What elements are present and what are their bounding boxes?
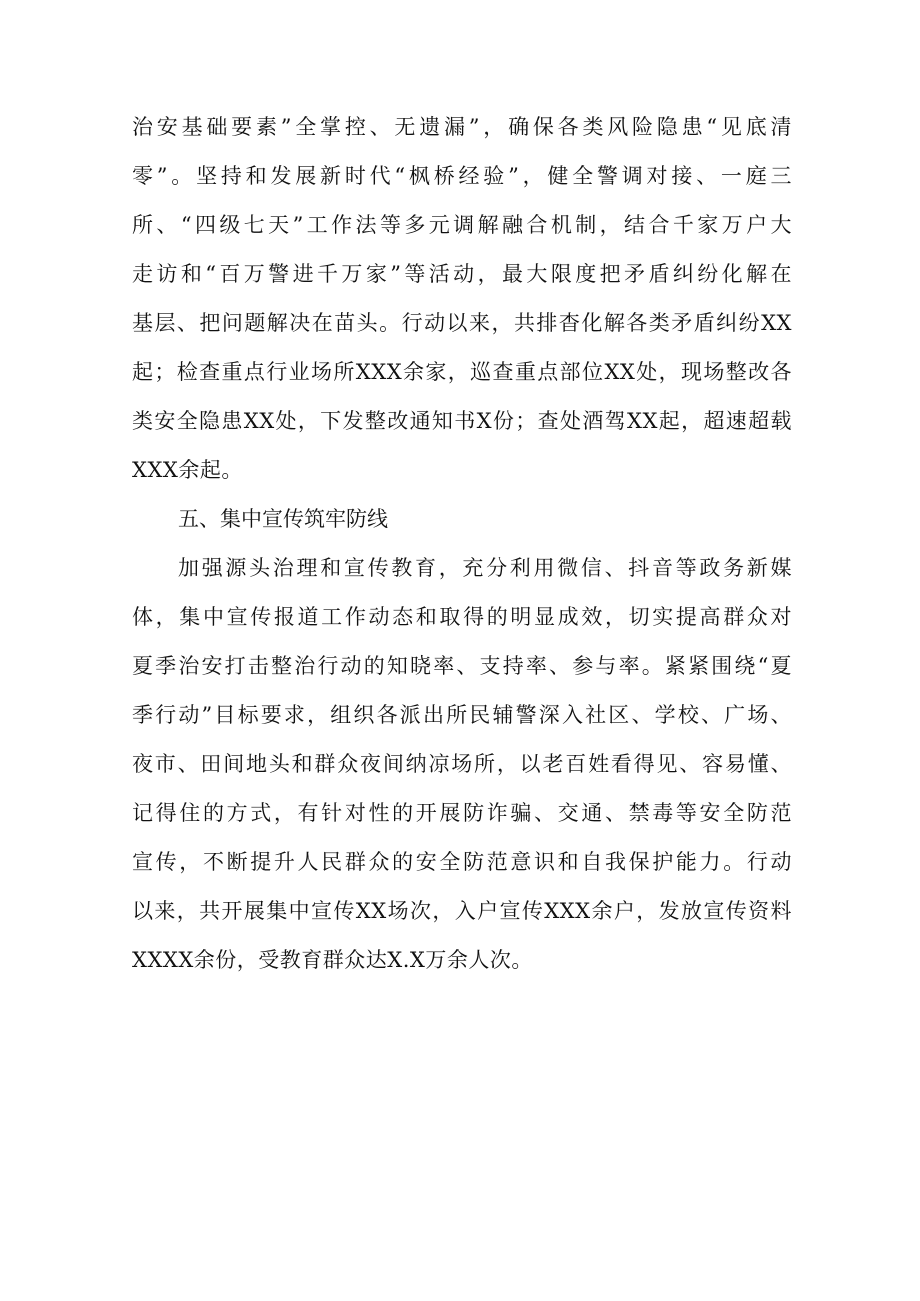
section-5-line-7: 宣传，不断提升人民群众的安全防范意识和自我保护能力。行动 [132, 850, 792, 874]
paragraph-1-line-5: 基层、把问题解决在苗头。行动以来，共排杳化解各类矛盾纠纷XX [132, 311, 792, 335]
section-5-line-3: 夏季治安打击整治行动的知晓率、支持率、参与率。紧紧围绕“夏 [132, 654, 792, 678]
paragraph-1-line-6: 起；检查重点行业场所XXX余家，巡查重点部位XX处，现场整改各 [132, 360, 792, 384]
paragraph-1-line-8: XXX余起。 [132, 458, 243, 482]
section-5-line-8: 以来，共开展集中宣传XX场次，入户宣传XXX余户，发放宣传资料 [132, 899, 792, 923]
paragraph-1-line-2: 零”。坚持和发展新时代“枫桥经验”，健全警调对接、一庭三 [132, 164, 792, 188]
section-5-line-2: 体，集中宣传报道工作动态和取得的明显成效，切实提高群众对 [132, 605, 792, 629]
paragraph-1-line-3: 所、“四级七天”工作法等多元调解融合机制，结合千家万户大 [132, 213, 792, 237]
paragraph-1-line-7: 类安全隐患XX处，下发整改通知书X份；查处酒驾XX起，超速超载 [132, 409, 792, 433]
section-5-line-9: XXXX余份，受教育群众达X.X万余人次。 [132, 948, 533, 972]
paragraph-1-line-1: 治安基础要素”全掌控、无遗漏”，确保各类风险隐患“见底清 [132, 115, 792, 139]
section-5-line-4: 季行动”目标要求，组织各派出所民辅警深入社区、学校、广场、 [132, 703, 792, 727]
section-5-heading: 五、集中宣传筑牢防线 [178, 507, 388, 531]
section-5-line-1: 加强源头治理和宣传教育，充分利用微信、抖音等政务新媒 [178, 556, 792, 580]
section-5-line-6: 记得住的方式，有针对性的开展防诈骗、交通、禁毒等安全防范 [132, 801, 792, 825]
section-5-line-5: 夜市、田间地头和群众夜间纳凉场所，以老百姓看得见、容易懂、 [132, 752, 792, 776]
paragraph-1-line-4: 走访和“百万警进千万家”等活动，最大限度把矛盾纠纷化解在 [132, 262, 792, 286]
